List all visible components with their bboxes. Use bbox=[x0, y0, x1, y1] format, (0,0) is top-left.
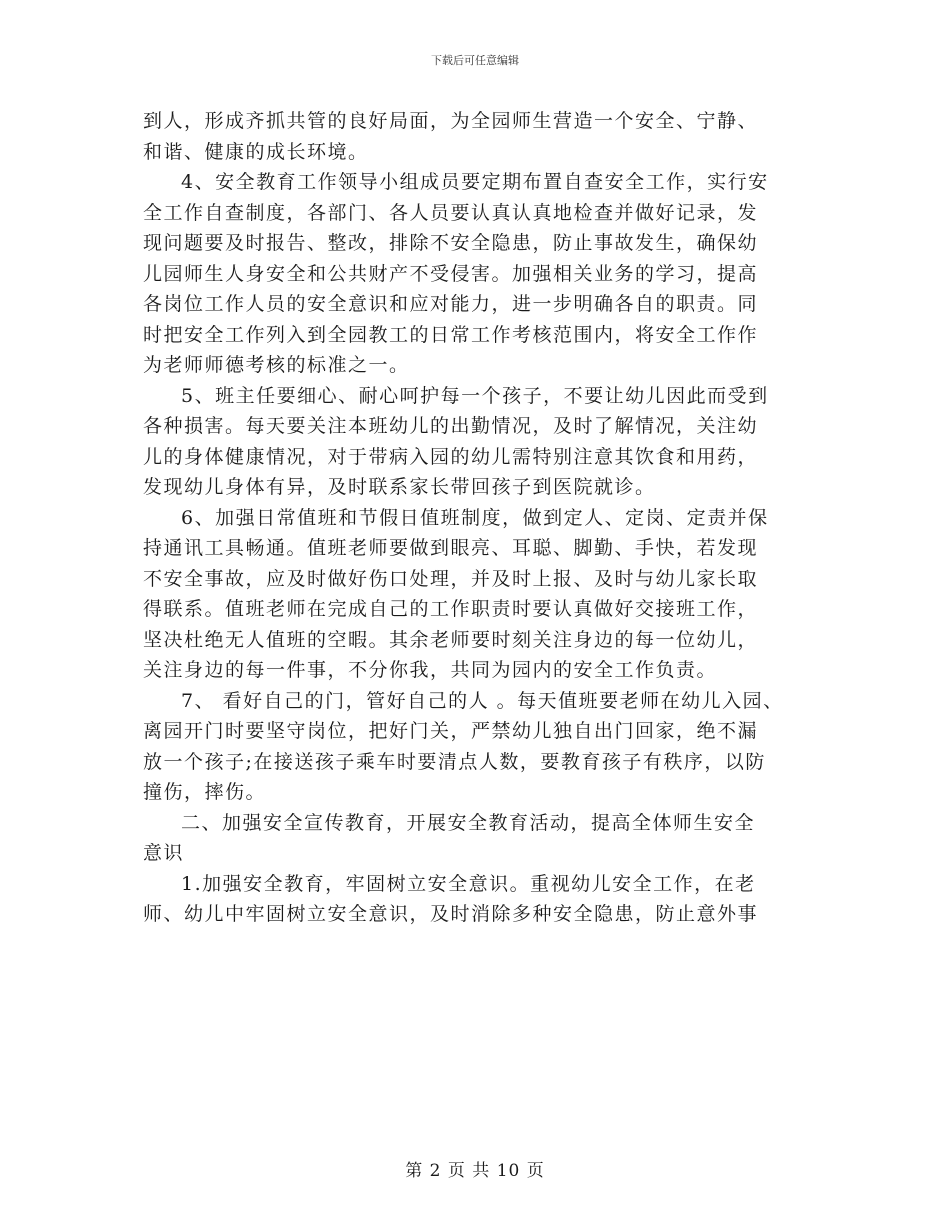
text-line: 到人，形成齐抓共管的良好局面，为全园师生营造一个安全、宁静、 bbox=[143, 110, 759, 132]
text-line: 二、加强安全宣传教育，开展安全教育活动，提高全体师生安全 bbox=[181, 811, 756, 834]
text-line: 不安全事故，应及时做好伤口处理，并及时上报、及时与幼儿家长取 bbox=[143, 567, 759, 590]
text-line: 持通讯工具畅通。值班老师要做到眼亮、耳聪、脚勤、手快，若发现 bbox=[143, 537, 759, 559]
text-line: 意识 bbox=[143, 842, 185, 864]
text-line: 为老师师德考核的标准之一。 bbox=[143, 354, 410, 376]
text-line: 和谐、健康的成长环境。 bbox=[143, 140, 369, 163]
text-line: 撞伤，摔伤。 bbox=[143, 781, 267, 803]
text-line: 放一个孩子;在接送孩子乘车时要清点人数，要教育孩子有秩序，以防 bbox=[143, 750, 766, 773]
text-line: 6、加强日常值班和节假日值班制度，做到定人、定岗、定责并保 bbox=[181, 506, 769, 529]
document-body bbox=[143, 106, 809, 930]
text-line: 各种损害。每天要关注本班幼儿的出勤情况，及时了解情况，关注幼 bbox=[143, 415, 759, 437]
page-footer: 第 2 页 共 10 页 bbox=[405, 1161, 545, 1181]
text-line: 得联系。值班老师在完成自己的工作职责时要认真做好交接班工作， bbox=[143, 598, 759, 620]
text-line: 关注身边的每一件事，不分你我，共同为园内的安全工作负责。 bbox=[143, 659, 718, 681]
text-line: 全工作自查制度，各部门、各人员要认真认真地检查并做好记录，发 bbox=[143, 201, 759, 224]
text-line: 发现幼儿身体有异，及时联系家长带回孩子到医院就诊。 bbox=[143, 476, 656, 498]
text-line: 儿的身体健康情况，对于带病入园的幼儿需特别注意其饮食和用药， bbox=[143, 445, 759, 468]
text-line: 7、 看好自己的门，管好自己的人 。每天值班要老师在幼儿入园、 bbox=[181, 689, 784, 712]
text-line: 1.加强安全教育，牢固树立安全意识。重视幼儿安全工作，在老 bbox=[181, 872, 756, 895]
text-line: 离园开门时要坚守岗位，把好门关，严禁幼儿独自出门回家，绝不漏 bbox=[143, 720, 759, 742]
text-line: 师、幼儿中牢固树立安全意识，及时消除多种安全隐患，防止意外事 bbox=[143, 903, 759, 925]
page-header: 下载后可任意编辑 bbox=[431, 54, 519, 67]
text-line: 4、安全教育工作领导小组成员要定期布置自查安全工作，实行安 bbox=[181, 171, 769, 193]
text-line: 时把安全工作列入到全园教工的日常工作考核范围内，将安全工作作 bbox=[143, 323, 759, 346]
text-line: 现问题要及时报告、整改，排除不安全隐患，防止事故发生，确保幼 bbox=[143, 232, 759, 254]
text-line: 坚决杜绝无人值班的空暇。其余老师要时刻关注身边的每一位幼儿， bbox=[143, 628, 759, 651]
text-line: 5、班主任要细心、耐心呵护每一个孩子，不要让幼儿因此而受到 bbox=[181, 384, 769, 407]
text-line: 儿园师生人身安全和公共财产不受侵害。加强相关业务的学习，提高 bbox=[143, 262, 759, 285]
text-line: 各岗位工作人员的安全意识和应对能力，进一步明确各自的职责。同 bbox=[143, 293, 759, 315]
